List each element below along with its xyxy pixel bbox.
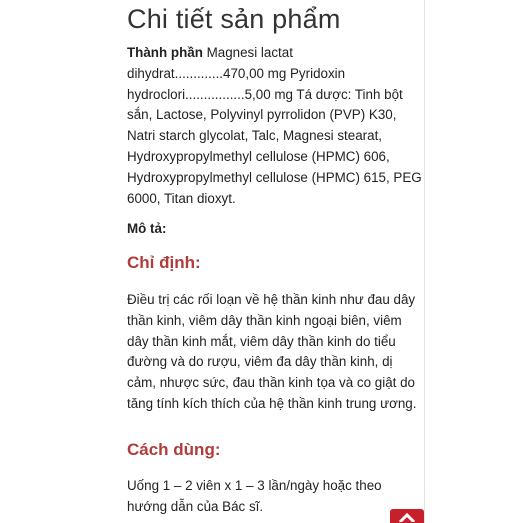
description-label: Mô tả: [127, 221, 167, 236]
ingredients-paragraph [127, 43, 422, 209]
indications-text: Điều trị các rối loạn về hệ thần kinh như đau dây thần kinh, viêm dây thần kinh ngoại biên, viêm dây thần kinh mắt, viêm dây thần kinh do tiểu đường và do rượu, viêm đa dây thần kinh, dị cảm, nhược sức, đau thần kinh tọa và co giật do tăng tính kích thích của hệ thần kinh trung ương. [127, 292, 417, 411]
page-title: Chi tiết sản phẩm [127, 4, 341, 34]
usage-heading: Cách dùng: [127, 440, 221, 459]
chevron-up-icon [399, 512, 415, 522]
page-margin-area [424, 0, 523, 523]
indications-heading: Chỉ định: [127, 253, 201, 272]
ingredients-label: Thành phần [127, 45, 203, 60]
ingredients-text: Magnesi lactat dihydrat.............470,00 mg Pyridoxin hydroclori................5,00 mg Tá dược: Tinh bột sắn, Lactose, Polyvinyl pyrrolidon (PVP) K30, Natri starch glycolat, Talc, Magnesi stearat, Hydroxypropylmethyl cellulose (HPMC) 606, Hydroxypropylmethyl cellulose (HPMC) 615, PEG 6000, Titan dioxyt. [127, 45, 422, 206]
usage-text: Uống 1 – 2 viên x 1 – 3 lần/ngày hoặc theo hướng dẫn của Bác sĩ. [127, 478, 382, 514]
back-to-top-button[interactable] [390, 509, 424, 523]
